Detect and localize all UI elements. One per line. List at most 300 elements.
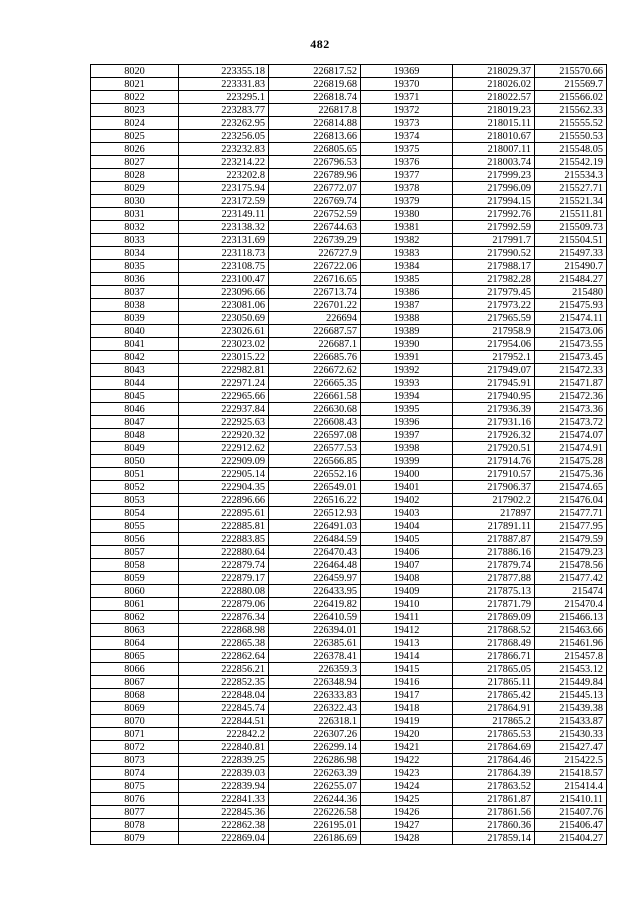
table-cell: 8033 (91, 234, 179, 247)
table-cell: 19396 (361, 416, 453, 429)
table-cell: 8024 (91, 117, 179, 130)
table-cell: 226491.03 (269, 520, 361, 533)
table-cell: 223023.02 (179, 338, 269, 351)
table-cell: 226819.68 (269, 78, 361, 91)
table-cell: 215453.12 (535, 663, 607, 676)
table-cell: 19426 (361, 806, 453, 819)
table-cell: 226359.3 (269, 663, 361, 676)
table-row (91, 624, 607, 637)
table-row (91, 559, 607, 572)
table-cell: 19376 (361, 156, 453, 169)
table-cell: 226348.94 (269, 676, 361, 689)
table-cell: 222840.81 (179, 741, 269, 754)
table-cell: 222883.85 (179, 533, 269, 546)
table-row (91, 143, 607, 156)
table-row (91, 611, 607, 624)
table-cell: 8070 (91, 715, 179, 728)
table-cell: 226410.59 (269, 611, 361, 624)
table-cell: 215427.47 (535, 741, 607, 754)
table-cell: 217992.59 (453, 221, 535, 234)
table-row (91, 338, 607, 351)
table-cell: 226701.22 (269, 299, 361, 312)
table-cell: 217982.28 (453, 273, 535, 286)
table-cell: 222845.74 (179, 702, 269, 715)
table-cell: 19410 (361, 598, 453, 611)
table-cell: 8059 (91, 572, 179, 585)
table-row (91, 806, 607, 819)
table-cell: 218010.67 (453, 130, 535, 143)
table-row (91, 195, 607, 208)
table-cell: 217864.91 (453, 702, 535, 715)
table-cell: 222865.38 (179, 637, 269, 650)
table-cell: 217979.45 (453, 286, 535, 299)
table-cell: 8079 (91, 832, 179, 845)
table-cell: 215476.04 (535, 494, 607, 507)
table-cell: 222971.24 (179, 377, 269, 390)
table-cell: 8076 (91, 793, 179, 806)
table-cell: 8028 (91, 169, 179, 182)
table-cell: 19404 (361, 520, 453, 533)
table-cell: 8055 (91, 520, 179, 533)
table-cell: 223131.69 (179, 234, 269, 247)
table-cell: 226195.01 (269, 819, 361, 832)
table-cell: 222839.25 (179, 754, 269, 767)
table-cell: 217859.14 (453, 832, 535, 845)
table-cell: 222982.81 (179, 364, 269, 377)
table-cell: 8050 (91, 455, 179, 468)
table-row (91, 728, 607, 741)
table-cell: 215474.07 (535, 429, 607, 442)
table-cell: 226307.26 (269, 728, 361, 741)
table-cell: 19420 (361, 728, 453, 741)
table-cell: 226661.58 (269, 390, 361, 403)
table-row (91, 247, 607, 260)
table-cell: 215566.02 (535, 91, 607, 104)
table-cell: 19418 (361, 702, 453, 715)
table-cell: 19393 (361, 377, 453, 390)
table-cell: 226255.07 (269, 780, 361, 793)
table-cell: 223100.47 (179, 273, 269, 286)
table-cell: 223295.1 (179, 91, 269, 104)
table-cell: 226385.61 (269, 637, 361, 650)
table-cell: 215550.53 (535, 130, 607, 143)
table-cell: 222845.36 (179, 806, 269, 819)
table-cell: 223175.94 (179, 182, 269, 195)
table-cell: 19422 (361, 754, 453, 767)
table-cell: 19401 (361, 481, 453, 494)
table-cell: 223202.8 (179, 169, 269, 182)
table-cell: 215474.65 (535, 481, 607, 494)
table-cell: 217869.09 (453, 611, 535, 624)
table-cell: 222839.94 (179, 780, 269, 793)
table-cell: 218015.11 (453, 117, 535, 130)
table-cell: 215445.13 (535, 689, 607, 702)
table-cell: 19373 (361, 117, 453, 130)
table-cell: 217865.53 (453, 728, 535, 741)
table-cell: 226286.98 (269, 754, 361, 767)
table-row (91, 689, 607, 702)
table-cell: 217871.79 (453, 598, 535, 611)
table-cell: 19419 (361, 715, 453, 728)
table-cell: 217866.71 (453, 650, 535, 663)
table-cell: 215449.84 (535, 676, 607, 689)
table-cell: 19414 (361, 650, 453, 663)
table-row (91, 637, 607, 650)
table-row (91, 234, 607, 247)
table-cell: 223108.75 (179, 260, 269, 273)
table-cell: 215472.33 (535, 364, 607, 377)
table-cell: 222965.66 (179, 390, 269, 403)
table-cell: 215407.76 (535, 806, 607, 819)
table-cell: 226552.16 (269, 468, 361, 481)
table-cell: 222880.64 (179, 546, 269, 559)
table-cell: 226322.43 (269, 702, 361, 715)
table-cell: 215473.06 (535, 325, 607, 338)
table-cell: 8047 (91, 416, 179, 429)
table-cell: 8038 (91, 299, 179, 312)
table-cell: 19415 (361, 663, 453, 676)
table-cell: 8066 (91, 663, 179, 676)
table-cell: 226817.8 (269, 104, 361, 117)
table-cell: 8029 (91, 182, 179, 195)
table-cell: 8026 (91, 143, 179, 156)
table-row (91, 442, 607, 455)
table-cell: 215433.87 (535, 715, 607, 728)
table-cell: 226769.74 (269, 195, 361, 208)
table-row (91, 364, 607, 377)
table-cell: 215477.42 (535, 572, 607, 585)
table-cell: 215475.93 (535, 299, 607, 312)
table-cell: 223096.66 (179, 286, 269, 299)
table-cell: 215474.11 (535, 312, 607, 325)
table-cell: 223026.61 (179, 325, 269, 338)
table-cell: 217991.7 (453, 234, 535, 247)
table-cell: 215509.73 (535, 221, 607, 234)
table-cell: 226752.59 (269, 208, 361, 221)
table-row (91, 273, 607, 286)
table-cell: 226263.39 (269, 767, 361, 780)
table-cell: 222862.38 (179, 819, 269, 832)
table-row (91, 507, 607, 520)
table-cell: 215404.27 (535, 832, 607, 845)
table-cell: 19405 (361, 533, 453, 546)
table-cell: 223149.11 (179, 208, 269, 221)
table-cell: 8020 (91, 65, 179, 78)
table-cell: 226378.41 (269, 650, 361, 663)
table-cell: 226512.93 (269, 507, 361, 520)
table-cell: 19374 (361, 130, 453, 143)
table-cell: 217865.11 (453, 676, 535, 689)
table-cell: 217999.23 (453, 169, 535, 182)
table-cell: 226687.1 (269, 338, 361, 351)
table-cell: 215548.05 (535, 143, 607, 156)
table-cell: 8077 (91, 806, 179, 819)
table-cell: 215430.33 (535, 728, 607, 741)
table-row (91, 819, 607, 832)
table-cell: 223118.73 (179, 247, 269, 260)
table-cell: 217914.76 (453, 455, 535, 468)
table-body (91, 65, 607, 845)
table-cell: 226419.82 (269, 598, 361, 611)
table-cell: 226814.88 (269, 117, 361, 130)
table-cell: 8052 (91, 481, 179, 494)
table-row (91, 481, 607, 494)
table-cell: 215479.23 (535, 546, 607, 559)
table-row (91, 754, 607, 767)
table-cell: 19416 (361, 676, 453, 689)
table-cell: 217945.91 (453, 377, 535, 390)
table-cell: 223138.32 (179, 221, 269, 234)
table-cell: 215477.95 (535, 520, 607, 533)
table-cell: 217861.56 (453, 806, 535, 819)
table-row (91, 312, 607, 325)
table-cell: 222925.63 (179, 416, 269, 429)
table-cell: 8063 (91, 624, 179, 637)
table-cell: 19425 (361, 793, 453, 806)
table-cell: 215562.33 (535, 104, 607, 117)
table-cell: 222844.51 (179, 715, 269, 728)
table-cell: 19402 (361, 494, 453, 507)
table-row (91, 715, 607, 728)
table-cell: 8025 (91, 130, 179, 143)
table-cell: 215542.19 (535, 156, 607, 169)
table-cell: 8023 (91, 104, 179, 117)
table-cell: 215569.7 (535, 78, 607, 91)
table-cell: 8075 (91, 780, 179, 793)
table-cell: 226813.66 (269, 130, 361, 143)
table-row (91, 221, 607, 234)
table-cell: 19413 (361, 637, 453, 650)
table-cell: 8068 (91, 689, 179, 702)
table-cell: 215473.45 (535, 351, 607, 364)
table-row (91, 377, 607, 390)
table-cell: 215472.36 (535, 390, 607, 403)
table-cell: 226665.35 (269, 377, 361, 390)
table-cell: 215474 (535, 585, 607, 598)
table-cell: 226484.59 (269, 533, 361, 546)
table-row (91, 598, 607, 611)
table-cell: 226630.68 (269, 403, 361, 416)
table-cell: 222876.34 (179, 611, 269, 624)
table-cell: 215504.51 (535, 234, 607, 247)
table-cell: 222885.81 (179, 520, 269, 533)
table-cell: 19400 (361, 468, 453, 481)
table-cell: 8043 (91, 364, 179, 377)
table-cell: 217891.11 (453, 520, 535, 533)
table-cell: 19399 (361, 455, 453, 468)
table-cell: 222862.64 (179, 650, 269, 663)
table-cell: 19369 (361, 65, 453, 78)
table-cell: 222905.14 (179, 468, 269, 481)
table-cell: 8037 (91, 286, 179, 299)
table-cell: 217926.32 (453, 429, 535, 442)
table-cell: 8061 (91, 598, 179, 611)
table-row (91, 741, 607, 754)
table-cell: 226796.53 (269, 156, 361, 169)
table-row (91, 416, 607, 429)
table-cell: 19406 (361, 546, 453, 559)
table-cell: 217886.16 (453, 546, 535, 559)
table-cell: 215475.36 (535, 468, 607, 481)
table-cell: 226299.14 (269, 741, 361, 754)
table-cell: 19407 (361, 559, 453, 572)
table-row (91, 793, 607, 806)
table-row (91, 780, 607, 793)
table-cell: 215463.66 (535, 624, 607, 637)
table-cell: 19378 (361, 182, 453, 195)
table-cell: 8051 (91, 468, 179, 481)
table-cell: 19408 (361, 572, 453, 585)
table-cell: 217868.52 (453, 624, 535, 637)
table-cell: 215470.4 (535, 598, 607, 611)
table-cell: 215473.36 (535, 403, 607, 416)
table-cell: 217958.9 (453, 325, 535, 338)
table-cell: 218029.37 (453, 65, 535, 78)
table-cell: 217879.74 (453, 559, 535, 572)
table-cell: 226722.06 (269, 260, 361, 273)
table-row (91, 117, 607, 130)
table-cell: 19394 (361, 390, 453, 403)
table-cell: 217992.76 (453, 208, 535, 221)
table-cell: 217906.37 (453, 481, 535, 494)
table-cell: 226459.97 (269, 572, 361, 585)
table-cell: 226817.52 (269, 65, 361, 78)
table-cell: 226226.58 (269, 806, 361, 819)
table-cell: 19385 (361, 273, 453, 286)
table-cell: 215479.59 (535, 533, 607, 546)
table-cell: 218026.02 (453, 78, 535, 91)
table-row (91, 676, 607, 689)
table-row (91, 286, 607, 299)
table-cell: 19390 (361, 338, 453, 351)
table-cell: 226672.62 (269, 364, 361, 377)
table-row (91, 663, 607, 676)
table-cell: 19389 (361, 325, 453, 338)
table-cell: 222937.84 (179, 403, 269, 416)
table-row (91, 351, 607, 364)
table-cell: 226566.85 (269, 455, 361, 468)
table-cell: 217897 (453, 507, 535, 520)
table-cell: 215466.13 (535, 611, 607, 624)
table-row (91, 208, 607, 221)
table-cell: 8027 (91, 156, 179, 169)
table-row (91, 325, 607, 338)
table-row (91, 169, 607, 182)
table-cell: 226186.69 (269, 832, 361, 845)
table-row (91, 156, 607, 169)
table-cell: 215473.55 (535, 338, 607, 351)
table-cell: 226516.22 (269, 494, 361, 507)
table-cell: 222879.06 (179, 598, 269, 611)
table-cell: 223232.83 (179, 143, 269, 156)
table-cell: 215478.56 (535, 559, 607, 572)
table-row (91, 78, 607, 91)
table-cell: 8042 (91, 351, 179, 364)
table-cell: 226727.9 (269, 247, 361, 260)
table-cell: 226608.43 (269, 416, 361, 429)
table-cell: 8060 (91, 585, 179, 598)
table-cell: 19372 (361, 104, 453, 117)
table-row (91, 572, 607, 585)
table-cell: 19371 (361, 91, 453, 104)
table-cell: 218022.57 (453, 91, 535, 104)
table-row (91, 182, 607, 195)
table-cell: 8049 (91, 442, 179, 455)
table-cell: 217864.69 (453, 741, 535, 754)
table-cell: 19412 (361, 624, 453, 637)
table-cell: 8040 (91, 325, 179, 338)
table-row (91, 260, 607, 273)
table-cell: 215410.11 (535, 793, 607, 806)
table-cell: 8044 (91, 377, 179, 390)
table-cell: 218003.74 (453, 156, 535, 169)
table-row (91, 299, 607, 312)
table-cell: 8031 (91, 208, 179, 221)
table-cell: 223214.22 (179, 156, 269, 169)
table-cell: 8072 (91, 741, 179, 754)
table-cell: 19377 (361, 169, 453, 182)
table-row (91, 702, 607, 715)
table-cell: 215471.87 (535, 377, 607, 390)
table-cell: 217990.52 (453, 247, 535, 260)
table-cell: 19387 (361, 299, 453, 312)
table-cell: 19395 (361, 403, 453, 416)
table-row (91, 767, 607, 780)
table-row (91, 533, 607, 546)
table-cell: 222856.21 (179, 663, 269, 676)
table-cell: 222869.04 (179, 832, 269, 845)
table-cell: 222848.04 (179, 689, 269, 702)
table-cell: 215555.52 (535, 117, 607, 130)
table-cell: 19381 (361, 221, 453, 234)
table-cell: 222868.98 (179, 624, 269, 637)
table-row (91, 91, 607, 104)
table-cell: 222895.61 (179, 507, 269, 520)
table-cell: 217864.46 (453, 754, 535, 767)
table-cell: 19423 (361, 767, 453, 780)
table-cell: 223015.22 (179, 351, 269, 364)
table-cell: 217952.1 (453, 351, 535, 364)
table-cell: 226805.65 (269, 143, 361, 156)
table-cell: 222909.09 (179, 455, 269, 468)
table-cell: 226549.01 (269, 481, 361, 494)
table-row (91, 520, 607, 533)
table-cell: 217949.07 (453, 364, 535, 377)
table-cell: 215521.34 (535, 195, 607, 208)
table-cell: 19392 (361, 364, 453, 377)
table-cell: 226739.29 (269, 234, 361, 247)
table-cell: 226744.63 (269, 221, 361, 234)
table-cell: 215406.47 (535, 819, 607, 832)
table-cell: 215534.3 (535, 169, 607, 182)
table-row (91, 403, 607, 416)
table-cell: 217902.2 (453, 494, 535, 507)
table-cell: 217954.06 (453, 338, 535, 351)
table-cell: 8032 (91, 221, 179, 234)
table-cell: 226713.74 (269, 286, 361, 299)
table-cell: 8041 (91, 338, 179, 351)
table-cell: 19380 (361, 208, 453, 221)
table-cell: 215414.4 (535, 780, 607, 793)
table-row (91, 468, 607, 481)
table-cell: 223331.83 (179, 78, 269, 91)
table-cell: 226818.74 (269, 91, 361, 104)
table-cell: 19384 (361, 260, 453, 273)
table-cell: 226333.83 (269, 689, 361, 702)
table-cell: 217865.2 (453, 715, 535, 728)
table-cell: 19375 (361, 143, 453, 156)
table-cell: 217875.13 (453, 585, 535, 598)
